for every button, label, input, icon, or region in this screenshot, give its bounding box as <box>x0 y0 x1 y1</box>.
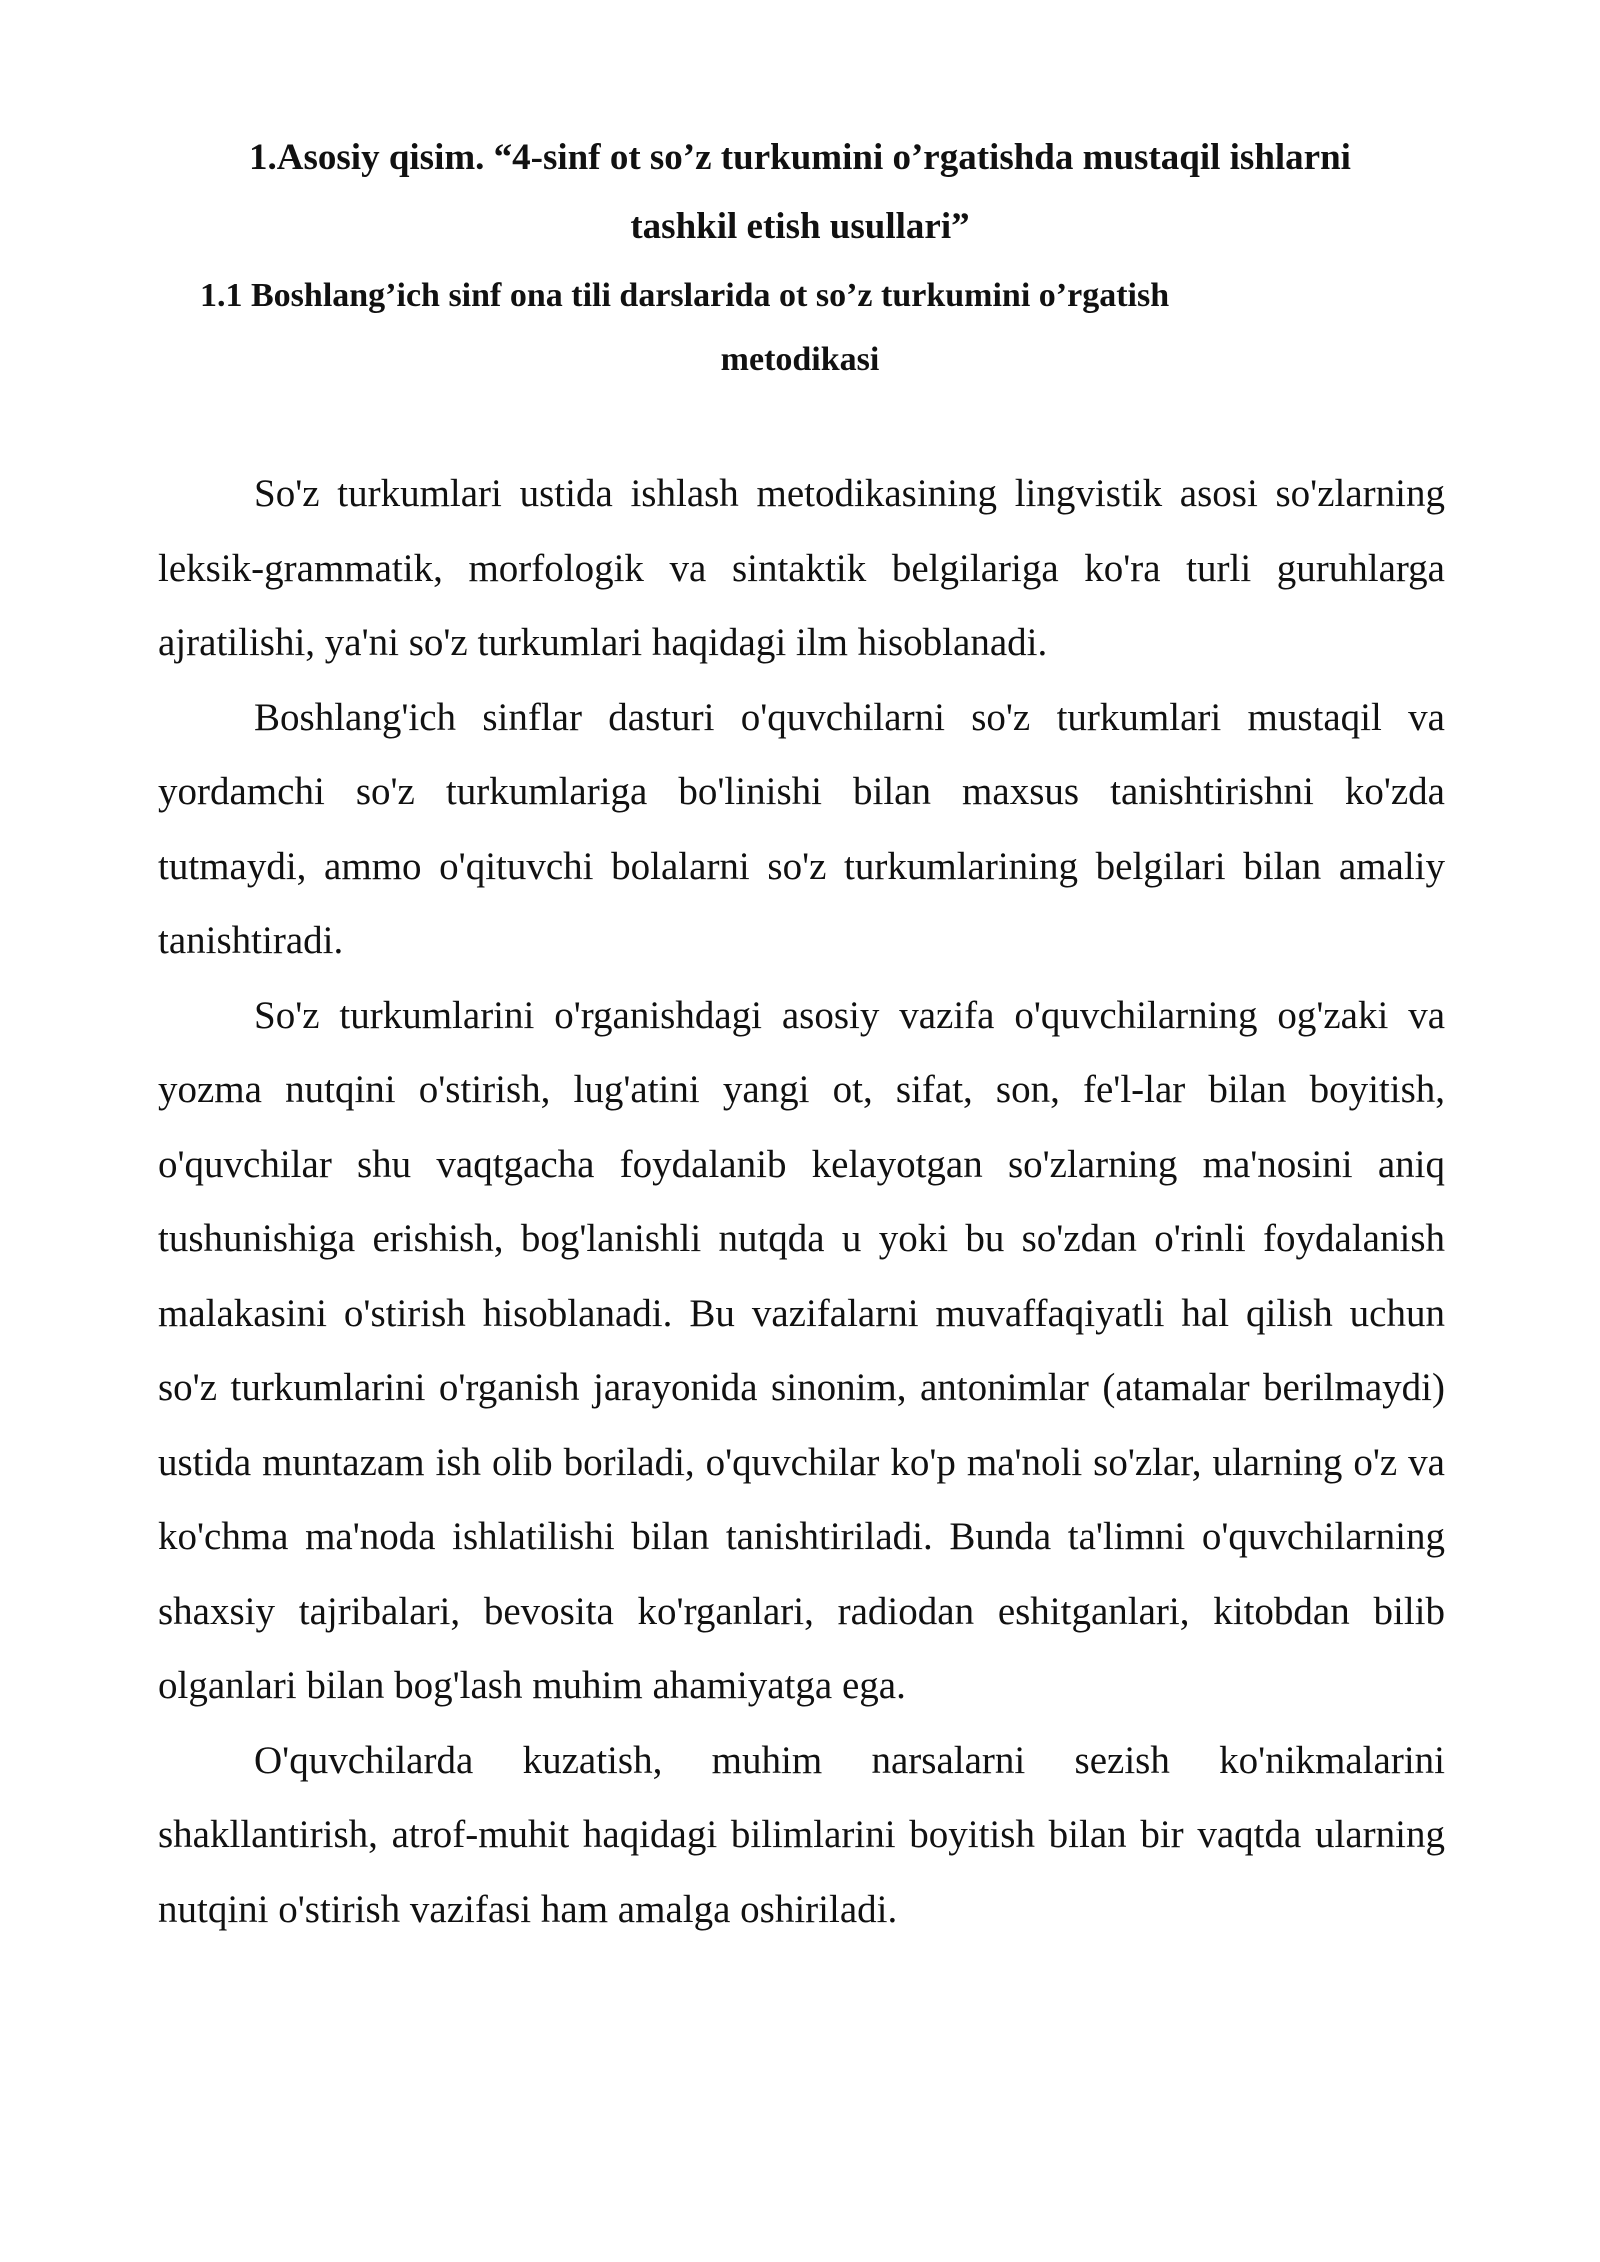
paragraph: O'quvchilarda kuzatish, muhim narsalarni sezish ko'nikmalarini shakllantirish, atrof-muhit haqidagi bilimlarini boyitish bilan bir vaqtda ularning nutqini o'stirish vazifasi ham amalga oshiriladi. <box>158 1738 1445 1931</box>
subsection-title-line-1: 1.1 Boshlang’ich sinf ona tili darslarida ot so’z turkumini o’rgatish <box>200 277 1170 314</box>
section-title-line-1: 1.Asosiy qisim. “4-sinf ot so’z turkumini o’rgatishda mustaqil ishlarni <box>249 137 1351 178</box>
paragraph: Boshlang'ich sinflar dasturi o'quvchilarni so'z turkumlari mustaqil va yordamchi so'z turkumlariga bo'linishi bilan maxsus tanishtirishni ko'zda tutmaydi, ammo o'qituvchi bolalarni so'z turkumlarining belgilari bilan amaliy tanishtiradi. <box>158 695 1445 962</box>
paragraph: So'z turkumlari ustida ishlash metodikasining lingvistik asosi so'zlarning leksik-grammatik, morfologik va sintaktik belgilariga ko'ra turli guruhlarga ajratilishi, ya'ni so'z turkumlari haqidagi ilm hisoblanadi. <box>158 472 1445 664</box>
section-title-line-2: tashkil etish usullari” <box>630 206 970 247</box>
paragraph: So'z turkumlarini o'rganishdagi asosiy vazifa o'quvchilarning og'zaki va yozma nutqini o'stirish, lug'atini yangi ot, sifat, son, fe'l-lar bilan boyitish, o'quvchilar shu vaqtgacha foydalanib kelayotgan so'zlarning ma'nosini aniq tushunishiga erishish, bog'lanishli nutqda u yoki bu so'zdan o'rinli foydalanish malakasini o'stirish hisoblanadi. Bu vazifalarni muvaffaqiyatli hal qilish uchun so'z turkumlarini o'rganish jarayonida sinonim, antonimlar (atamalar berilmaydi) ustida muntazam ish olib boriladi, o'quvchilar ko'p ma'noli so'zlar, ularning o'z va ko'chma ma'noda ishlatilishi bilan tanishtiriladi. Bunda ta'limni o'quvchilarning shaxsiy tajribalari, bevosita ko'rganlari, radiodan eshitganlari, kitobdan bilib olganlari bilan bog'lash muhim ahamiyatga ega. <box>158 993 1445 1707</box>
body-text <box>158 457 1445 1947</box>
subsection-title-line-2: metodikasi <box>720 341 880 378</box>
